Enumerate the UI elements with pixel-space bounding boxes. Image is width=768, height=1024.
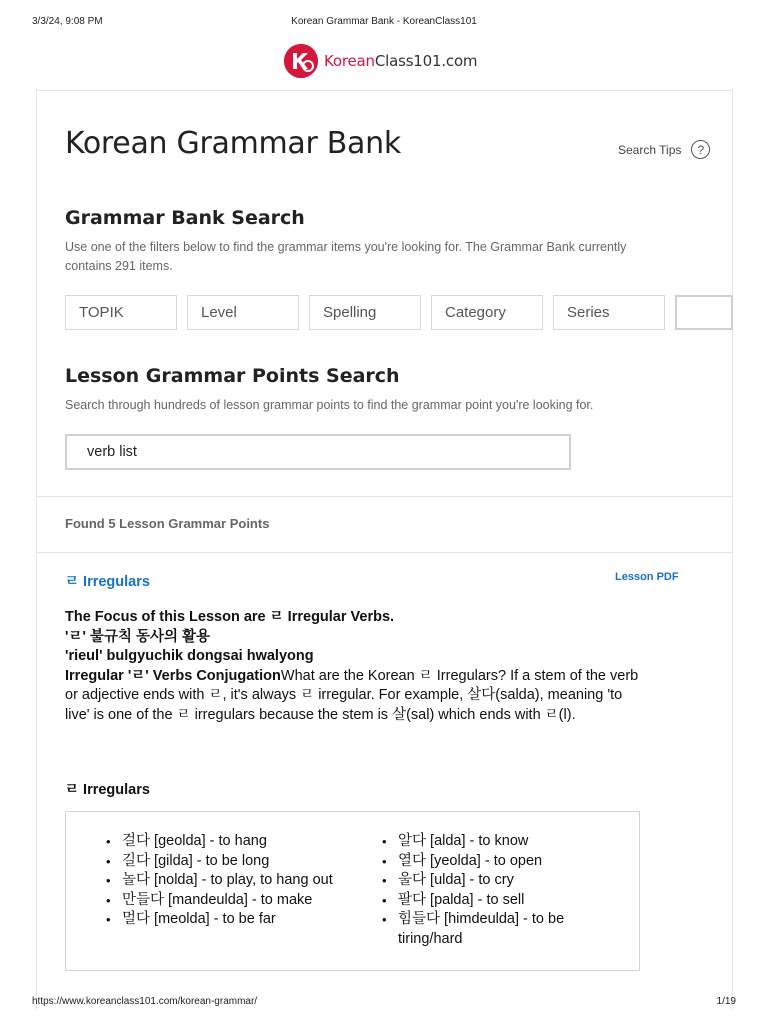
lesson-search-input[interactable]: verb list bbox=[65, 434, 571, 470]
vocab-item: • 울다 [ulda] - to cry bbox=[382, 871, 612, 891]
vocab-item: • 만들다 [mandeulda] - to make bbox=[106, 891, 336, 911]
focus-line: The Focus of this Lesson are ㄹ Irregular Verbs. bbox=[65, 609, 395, 625]
site-logo[interactable] bbox=[284, 44, 477, 78]
vocab-list-left bbox=[106, 832, 336, 930]
filter-spelling[interactable]: Spelling bbox=[309, 295, 421, 330]
filter-series[interactable]: Series bbox=[553, 295, 665, 330]
filter-category[interactable]: Category bbox=[431, 295, 543, 330]
lesson-body bbox=[65, 608, 645, 725]
filter-level[interactable]: Level bbox=[187, 295, 299, 330]
divider bbox=[37, 552, 732, 553]
print-header bbox=[32, 16, 736, 30]
conjugation-label: Irregular 'ㄹ' Verbs Conjugation bbox=[65, 667, 281, 684]
vocab-list-right bbox=[382, 832, 612, 949]
logo-text bbox=[324, 52, 477, 70]
logo-suffix: Class101.com bbox=[374, 52, 478, 70]
results-count: Found 5 Lesson Grammar Points bbox=[65, 516, 270, 531]
filter-bar bbox=[65, 295, 733, 330]
page-title: Korean Grammar Bank bbox=[65, 126, 401, 161]
lesson-search-description: Search through hundreds of lesson grammar points to find the grammar point you're looking for. bbox=[65, 398, 594, 412]
search-tips-link[interactable] bbox=[618, 140, 710, 159]
lesson-title-link[interactable]: ㄹ Irregulars bbox=[65, 574, 150, 590]
vocab-item: • 놀다 [nolda] - to play, to hang out bbox=[106, 871, 336, 891]
filter-search-button[interactable] bbox=[675, 295, 733, 330]
romanized-line: 'rieul' bulgyuchik dongsai hwalyong bbox=[65, 648, 314, 664]
vocab-item: • 알다 [alda] - to know bbox=[382, 832, 612, 852]
korean-line: 'ㄹ' 불규칙 동사의 활용 bbox=[65, 628, 211, 645]
print-date: 3/3/24, 9:08 PM bbox=[32, 16, 103, 27]
lesson-pdf-link[interactable]: Lesson PDF bbox=[615, 571, 679, 583]
grammar-bank-description: Use one of the filters below to find the grammar items you're looking for. The Grammar Bank currently contains 291 items. bbox=[65, 240, 627, 273]
vocab-item: • 멀다 [meolda] - to be far bbox=[106, 910, 336, 930]
vocab-box bbox=[65, 811, 640, 971]
divider bbox=[37, 496, 732, 497]
lesson-search-title: Lesson Grammar Points Search bbox=[65, 365, 400, 387]
filter-topik[interactable]: TOPIK bbox=[65, 295, 177, 330]
grammar-bank-search-title: Grammar Bank Search bbox=[65, 207, 305, 229]
conjugation-text: What are the Korean ㄹ Irregulars? If a stem of the verb or adjective ends with ㄹ, it's always ㄹ irregular. For example, 살다(salda), meaning 'to live' is one of the ㄹ irregulars because the stem is 살(sal) which ends with ㄹ(l). bbox=[65, 667, 639, 723]
print-footer bbox=[32, 996, 736, 1010]
vocab-item: • 열다 [yeolda] - to open bbox=[382, 852, 612, 872]
print-url: https://www.koreanclass101.com/korean-grammar/ bbox=[32, 996, 258, 1007]
vocab-item: • 걸다 [geolda] - to hang bbox=[106, 832, 336, 852]
vocab-item: • 길다 [gilda] - to be long bbox=[106, 852, 336, 872]
search-tips-label: Search Tips bbox=[618, 142, 682, 157]
vocab-item: • 힘들다 [himdeulda] - to be tiring/hard bbox=[382, 910, 612, 949]
vocab-heading: ㄹ Irregulars bbox=[65, 782, 150, 798]
help-icon[interactable]: ? bbox=[691, 140, 710, 159]
logo-brand: Korean bbox=[324, 52, 375, 70]
print-page-number: 1/19 bbox=[716, 996, 736, 1007]
logo-icon bbox=[284, 44, 318, 78]
vocab-item: • 팔다 [palda] - to sell bbox=[382, 891, 612, 911]
print-doc-title: Korean Grammar Bank - KoreanClass101 bbox=[291, 16, 477, 27]
